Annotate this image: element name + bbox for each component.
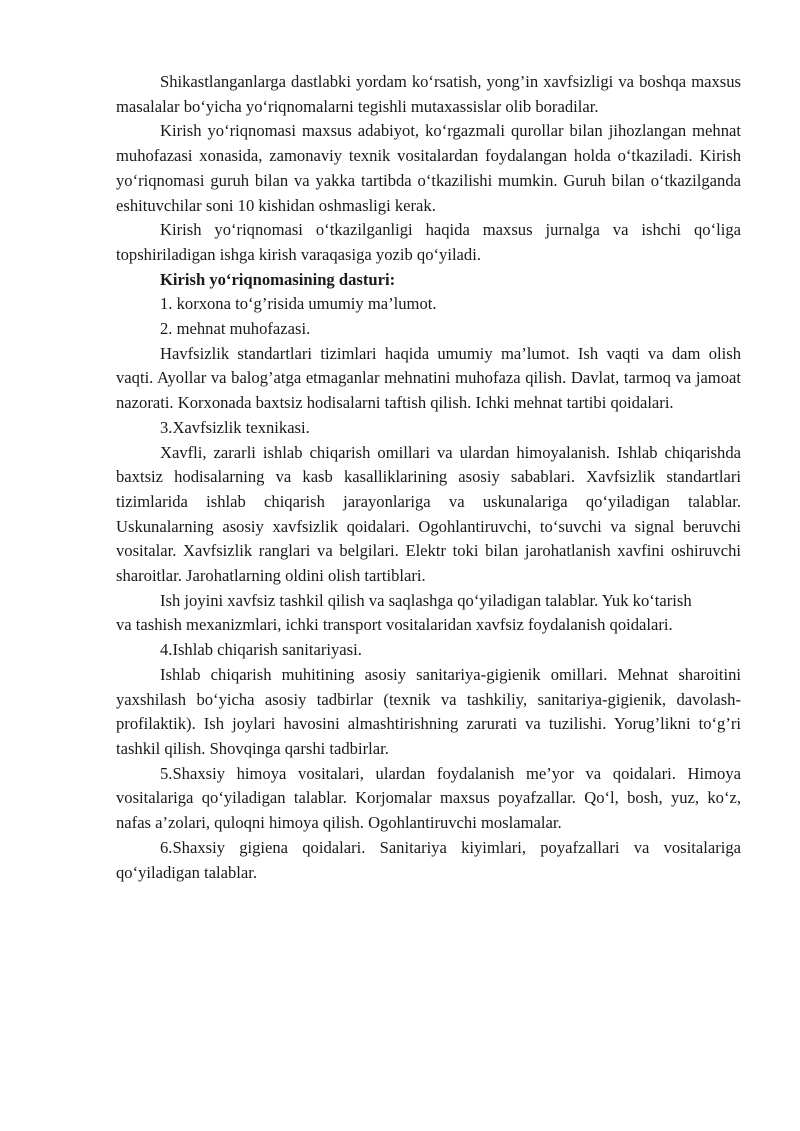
list-item-6: 6.Shaxsiy gigiena qoidalari. Sanitariya kiyimlari, poyafzallari va vositalariga qo‘yiladigan talablar. (116, 837, 741, 882)
list-item-3: 3.Xavfsizlik texnikasi. (160, 417, 310, 437)
document-page (116, 70, 741, 885)
list-item-1: 1. korxona to‘g’risida umumiy ma’lumot. (160, 294, 437, 314)
section-heading-program: Kirish yo‘riqnomasining dasturi: (160, 269, 396, 289)
paragraph-briefing-record: Kirish yo‘riqnomasi o‘tkazilganligi haqida maxsus jurnalga va ishchi qo‘liga topshiriladigan ishga kirish varaqasiga yozib qo‘yiladi. (116, 220, 741, 264)
paragraph-introductory-briefing: Kirish yo‘riqnomasi maxsus adabiyot, ko‘rgazmali qurollar bilan jihozlangan mehnat muhofazasi xonasida, zamonaviy texnik vositalardan foydalangan holda o‘tkaziladi. Kirish yo‘riqnomasi guruh bilan va yakka tartibda o‘tkazilishi mumkin. Guruh bilan o‘tkazilganda eshituvchilar soni 10 kishidan oshmasligi kerak. (116, 121, 741, 215)
list-item-2: 2. mehnat muhofazasi. (160, 319, 311, 339)
paragraph-hazards: Xavfli, zararli ishlab chiqarish omillari va ulardan himoyalanish. Ishlab chiqarishda baxtsiz hodisalarning va kasb kasalliklarining asosiy sabablari. Xavfsizlik standartlari tizimlarida ishlab chiqarish jarayonlariga va uskunalariga qo‘yiladigan talablar. Uskunalarning asosiy xavfsizlik qoidalari. Ogohlantiruvchi, to‘suvchi va signal beruvchi vositalar. Xavfsizlik ranglari va belgilari. Elektr toki bilan jarohatlanish xavfini oshiruvchi sharoitlar. Jarohatlarning oldini olish tartiblari. (116, 442, 741, 586)
list-item-5: 5.Shaxsiy himoya vositalari, ulardan foydalanish me’yor va qoidalari. Himoya vositalariga qo‘yiladigan talablar. Korjomalar maxsus poyafzallar. Qo‘l, bosh, yuz, ko‘z, nafas a’zolari, quloqni himoya qilish. Ogohlantiruvchi moslamalar. (116, 763, 741, 833)
paragraph-first-aid: Shikastlanganlarga dastlabki yordam ko‘rsatish, yong’in xavfsizligi va boshqa maxsus masalalar bo‘yicha yo‘riqnomalarni tegishli mutaxassislar olib boradilar. (116, 72, 741, 116)
paragraph-sanitation: Ishlab chiqarish muhitining asosiy sanitariya-gigienik omillari. Mehnat sharoitini yaxshilash bo‘yicha asosiy tadbirlar (texnik va tashkiliy, sanitariya-gigienik, davolash-profilaktik). Ish joylari havosini almashtirishning zarurati va tuzilishi. Yorug’likni to‘g’ri tashkil qilish. Shovqinga qarshi tadbirlar. (116, 664, 741, 758)
paragraph-workplace: Ish joyini xavfsiz tashkil qilish va saqlashga qo‘yiladigan talablar. Yuk ko‘tarish va tashish mexanizmlari, ichki transport vositalaridan xavfsiz foydalanish qoidalari. (116, 590, 692, 635)
paragraph-safety-standards: Havfsizlik standartlari tizimlari haqida umumiy ma’lumot. Ish vaqti va dam olish vaqti. Ayollar va balog’atga etmaganlar mehnatini muhofaza qilish. Davlat, tarmoq va jamoat nazorati. Korxonada baxtsiz hodisalarni taftish qilish. Ichki mehnat tartibi qoidalari. (116, 343, 741, 413)
list-item-4: 4.Ishlab chiqarish sanitariyasi. (160, 640, 362, 660)
